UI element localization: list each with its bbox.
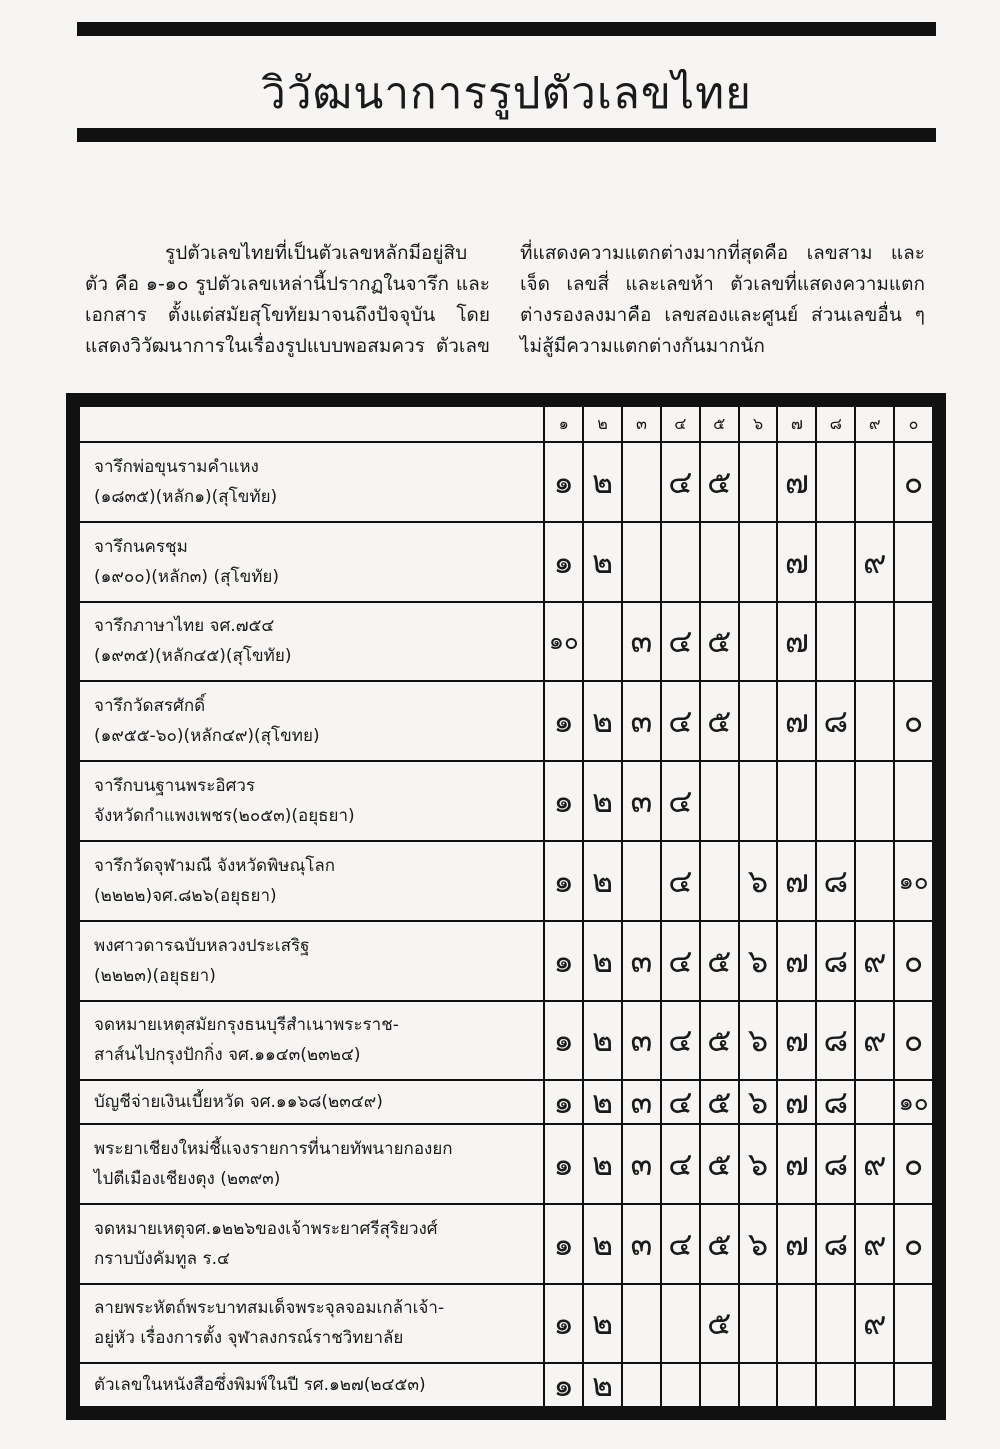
- source-cell: [79, 522, 544, 602]
- table-row: [79, 1001, 933, 1081]
- numeral-glyph: [855, 1363, 894, 1407]
- numeral-glyph: ๑: [544, 1080, 583, 1124]
- numeral-glyph: ๗: [777, 522, 816, 602]
- numeral-glyph: [622, 1363, 661, 1407]
- source-line-1: จารึกภาษาไทย จศ.๗๕๔: [94, 616, 275, 637]
- numeral-glyph: [700, 841, 739, 921]
- numeral-glyph: ๐: [894, 1204, 933, 1284]
- source-cell: [79, 1363, 544, 1407]
- source-cell: [79, 442, 544, 522]
- source-line-1: ตัวเลขในหนังสือซึ่งพิมพ์ในปี รศ.๑๒๗(๒๔๕๓): [94, 1375, 426, 1396]
- numeral-glyph: [816, 522, 855, 602]
- numeral-glyph: [855, 761, 894, 841]
- numeral-glyph: [816, 602, 855, 682]
- numeral-glyph: [816, 761, 855, 841]
- numeral-glyph: [739, 1284, 778, 1364]
- numeral-glyph: ๗: [777, 602, 816, 682]
- numeral-glyph: [661, 1363, 700, 1407]
- source-line-2: กราบบังคัมทูล ร.๔: [94, 1248, 230, 1269]
- numeral-glyph: [816, 1363, 855, 1407]
- numeral-glyph: ๘: [816, 1001, 855, 1081]
- numeral-glyph: ๑: [544, 1284, 583, 1364]
- numeral-glyph: ๗: [777, 442, 816, 522]
- numeral-glyph: ๒: [583, 442, 622, 522]
- numeral-glyph: ๙: [855, 921, 894, 1001]
- numeral-glyph: ๕: [700, 1284, 739, 1364]
- numeral-glyph: [622, 841, 661, 921]
- source-line-2: (๑๙๕๕-๖๐)(หลัก๔๙)(สุโขทย): [94, 726, 320, 747]
- numeral-glyph: ๙: [855, 1204, 894, 1284]
- numeral-glyph: ๖: [739, 1001, 778, 1081]
- numeral-glyph: ๔: [661, 442, 700, 522]
- header-numeral: ๒: [583, 406, 622, 442]
- numeral-glyph: ๘: [816, 921, 855, 1001]
- numeral-glyph: [855, 602, 894, 682]
- numeral-glyph: [661, 522, 700, 602]
- numeral-glyph: ๗: [777, 841, 816, 921]
- numeral-glyph: [700, 761, 739, 841]
- source-line-1: พระยาเชียงใหม่ชี้แจงรายการที่นายทัพนายกองยก: [94, 1138, 453, 1159]
- numeral-glyph: ๙: [855, 1284, 894, 1364]
- numeral-glyph: ๑: [544, 442, 583, 522]
- numeral-glyph: ๔: [661, 841, 700, 921]
- table-row: [79, 1363, 933, 1407]
- numeral-glyph: ๙: [855, 1001, 894, 1081]
- numeral-glyph: ๕: [700, 921, 739, 1001]
- source-cell: [79, 1124, 544, 1204]
- numeral-glyph: ๗: [777, 681, 816, 761]
- numeral-glyph: ๒: [583, 1363, 622, 1407]
- numeral-glyph: ๗: [777, 1124, 816, 1204]
- numeral-glyph: [622, 522, 661, 602]
- source-line-1: จารึกวัดจุฬามณี จังหวัดพิษณุโลก: [94, 855, 336, 876]
- numeral-evolution-table: [78, 405, 934, 1408]
- table-row: [79, 1124, 933, 1204]
- page-title: วิวัฒนาการรูปตัวเลขไทย: [261, 68, 752, 119]
- numeral-glyph: ๘: [816, 841, 855, 921]
- numeral-glyph: ๓: [622, 602, 661, 682]
- numeral-glyph: ๓: [622, 1080, 661, 1124]
- table-row: [79, 522, 933, 602]
- numeral-glyph: ๑๐: [894, 1080, 933, 1124]
- source-line-1: จดหมายเหตุจศ.๑๒๒๖ของเจ้าพระยาศรีสุริยวงศ์: [94, 1218, 438, 1239]
- numeral-glyph: ๑๐: [544, 602, 583, 682]
- numeral-glyph: ๘: [816, 681, 855, 761]
- numeral-glyph: ๑: [544, 761, 583, 841]
- numeral-glyph: ๕: [700, 1204, 739, 1284]
- numeral-glyph: ๖: [739, 1124, 778, 1204]
- header-numeral: ๖: [739, 406, 778, 442]
- numeral-glyph: ๑: [544, 522, 583, 602]
- source-line-1: จารึกบนฐานพระอิศวร: [94, 776, 256, 797]
- numeral-glyph: ๑: [544, 1124, 583, 1204]
- source-line-2: (๒๒๒๒)จศ.๘๒๖(อยุธยา): [94, 885, 277, 906]
- numeral-glyph: ๓: [622, 761, 661, 841]
- numeral-glyph: ๒: [583, 1080, 622, 1124]
- source-cell: [79, 1080, 544, 1124]
- numeral-glyph: ๑: [544, 841, 583, 921]
- numeral-glyph: ๐: [894, 1124, 933, 1204]
- source-line-1: จารึกพ่อขุนรามคำแหง: [94, 456, 259, 477]
- source-cell: [79, 602, 544, 682]
- header-source: [79, 406, 544, 442]
- table-row: [79, 921, 933, 1001]
- numeral-glyph: ๓: [622, 1124, 661, 1204]
- numeral-glyph: ๐: [894, 681, 933, 761]
- numeral-glyph: [894, 761, 933, 841]
- source-line-1: จดหมายเหตุสมัยกรุงธนบุรีสำเนาพระราช-: [94, 1015, 399, 1036]
- numeral-glyph: ๔: [661, 681, 700, 761]
- table-row: [79, 1080, 933, 1124]
- source-line-2: อยู่หัว เรื่องการตั้ง จุฬาลงกรณ์ราชวิทยาลัย: [94, 1328, 404, 1349]
- numeral-glyph: ๒: [583, 1001, 622, 1081]
- numeral-glyph: [739, 1363, 778, 1407]
- numeral-glyph: ๑: [544, 921, 583, 1001]
- numeral-glyph: [739, 602, 778, 682]
- header-numeral: ๔: [661, 406, 700, 442]
- numeral-glyph: ๗: [777, 1080, 816, 1124]
- numeral-glyph: [894, 1363, 933, 1407]
- source-cell: [79, 1001, 544, 1081]
- numeral-glyph: ๘: [816, 1204, 855, 1284]
- header-numeral: ๑: [544, 406, 583, 442]
- numeral-glyph: ๘: [816, 1124, 855, 1204]
- numeral-glyph: ๗: [777, 1204, 816, 1284]
- numeral-glyph: ๖: [739, 921, 778, 1001]
- numeral-glyph: [739, 761, 778, 841]
- source-line-2: (๑๙๐๐)(หลัก๓) (สุโขทัย): [94, 566, 280, 587]
- numeral-glyph: ๒: [583, 921, 622, 1001]
- numeral-glyph: [700, 522, 739, 602]
- header-row: [79, 406, 933, 442]
- source-cell: [79, 841, 544, 921]
- header-numeral: ๕: [700, 406, 739, 442]
- numeral-glyph: [855, 1080, 894, 1124]
- table-row: [79, 1284, 933, 1364]
- numeral-glyph: ๙: [855, 522, 894, 602]
- source-line-2: สาส์นไปกรุงปักกิ่ง จศ.๑๑๔๓(๒๓๒๔): [94, 1045, 361, 1066]
- numeral-glyph: ๔: [661, 761, 700, 841]
- numeral-glyph: [894, 522, 933, 602]
- numeral-glyph: ๕: [700, 1001, 739, 1081]
- numeral-glyph: [894, 1284, 933, 1364]
- numeral-glyph: ๒: [583, 1284, 622, 1364]
- table-row: [79, 602, 933, 682]
- numeral-glyph: ๔: [661, 1204, 700, 1284]
- numeral-glyph: ๑: [544, 681, 583, 761]
- numeral-glyph: ๕: [700, 1124, 739, 1204]
- top-rule: [77, 22, 936, 36]
- numeral-glyph: ๑: [544, 1363, 583, 1407]
- source-line-1: จารึกวัดสรศักดิ์: [94, 696, 206, 717]
- source-line-2: (๑๙๓๕)(หลัก๔๕)(สุโขทัย): [94, 646, 292, 667]
- numeral-glyph: ๔: [661, 602, 700, 682]
- table-row: [79, 1204, 933, 1284]
- source-line-1: จารึกนครชุม: [94, 536, 188, 557]
- numeral-glyph: ๐: [894, 1001, 933, 1081]
- numeral-glyph: [739, 681, 778, 761]
- numeral-glyph: ๖: [739, 1080, 778, 1124]
- numeral-glyph: [855, 442, 894, 522]
- numeral-glyph: ๒: [583, 522, 622, 602]
- numeral-glyph: ๙: [855, 1124, 894, 1204]
- numeral-glyph: ๖: [739, 1204, 778, 1284]
- numeral-glyph: [739, 522, 778, 602]
- numeral-glyph: ๑๐: [894, 841, 933, 921]
- numeral-glyph: ๒: [583, 681, 622, 761]
- table-row: [79, 841, 933, 921]
- header-numeral: ๓: [622, 406, 661, 442]
- source-cell: [79, 1204, 544, 1284]
- numeral-glyph: [583, 602, 622, 682]
- numeral-glyph: ๕: [700, 602, 739, 682]
- numeral-glyph: ๕: [700, 1080, 739, 1124]
- source-cell: [79, 761, 544, 841]
- numeral-glyph: ๘: [816, 1080, 855, 1124]
- numeral-glyph: ๕: [700, 442, 739, 522]
- numeral-glyph: ๗: [777, 1001, 816, 1081]
- numeral-glyph: ๒: [583, 1124, 622, 1204]
- header-numeral: ๐: [894, 406, 933, 442]
- source-cell: [79, 921, 544, 1001]
- numeral-glyph: ๐: [894, 442, 933, 522]
- numeral-glyph: [855, 841, 894, 921]
- source-line-2: (๑๘๓๕)(หลัก๑)(สุโขทัย): [94, 486, 278, 507]
- source-line-2: จังหวัดกำแพงเพชร(๒๐๕๓)(อยุธยา): [94, 806, 355, 827]
- source-line-2: (๒๒๒๓)(อยุธยา): [94, 965, 216, 986]
- numeral-glyph: [739, 442, 778, 522]
- numeral-glyph: [622, 1284, 661, 1364]
- numeral-glyph: ๔: [661, 921, 700, 1001]
- numeral-glyph: ๗: [777, 921, 816, 1001]
- numeral-glyph: ๔: [661, 1001, 700, 1081]
- numeral-glyph: ๓: [622, 921, 661, 1001]
- header-numeral: ๗: [777, 406, 816, 442]
- numeral-glyph: [777, 1284, 816, 1364]
- source-line-2: ไปตีเมืองเชียงตุง (๒๓๙๓): [94, 1168, 281, 1189]
- numeral-glyph: ๑: [544, 1204, 583, 1284]
- header-numeral: ๙: [855, 406, 894, 442]
- source-cell: [79, 681, 544, 761]
- numeral-glyph: ๐: [894, 921, 933, 1001]
- source-line-1: ลายพระหัตถ์พระบาทสมเด็จพระจุลจอมเกล้าเจ้า-: [94, 1298, 445, 1319]
- source-line-1: บัญชีจ่ายเงินเบี้ยหวัด จศ.๑๑๖๘(๒๓๔๙): [94, 1092, 383, 1113]
- numeral-glyph: [855, 681, 894, 761]
- table-row: [79, 761, 933, 841]
- numeral-glyph: ๓: [622, 681, 661, 761]
- bottom-rule: [77, 128, 936, 142]
- header-numeral: ๘: [816, 406, 855, 442]
- numeral-glyph: ๖: [739, 841, 778, 921]
- source-line-1: พงศาวดารฉบับหลวงประเสริฐ: [94, 935, 310, 956]
- numeral-glyph: ๒: [583, 761, 622, 841]
- numeral-glyph: [894, 602, 933, 682]
- numeral-table-frame: [66, 393, 946, 1420]
- numeral-glyph: ๔: [661, 1080, 700, 1124]
- numeral-glyph: [622, 442, 661, 522]
- numeral-glyph: [661, 1284, 700, 1364]
- numeral-glyph: [777, 1363, 816, 1407]
- numeral-glyph: [816, 1284, 855, 1364]
- table-row: [79, 442, 933, 522]
- intro-paragraph: รูปตัวเลขไทยที่เป็นตัวเลขหลักมีอยู่สิบตัว คือ ๑-๑๐ รูปตัวเลขเหล่านี้ปรากฏในจารึก และเอกสาร ตั้งแต่สมัยสุโขทัยมาจนถึงปัจจุบัน โดยแสดงวิวัฒนาการในเรื่องรูปแบบพอสมควร ตัวเลขที่แสดงความแตกต่างมากที่สุดคือ เลขสาม และเจ็ด เลขสี่ และเลขห้า ตัวเลขที่แสดงความแตกต่างรองลงมาคือ เลขสองและศูนย์ ส่วนเลขอื่น ๆ ไม่สู้มีความแตกต่างกันมากนัก: [85, 242, 925, 357]
- numeral-glyph: [816, 442, 855, 522]
- table-row: [79, 681, 933, 761]
- numeral-glyph: ๓: [622, 1204, 661, 1284]
- source-cell: [79, 1284, 544, 1364]
- numeral-glyph: ๑: [544, 1001, 583, 1081]
- numeral-glyph: ๕: [700, 681, 739, 761]
- numeral-glyph: ๒: [583, 841, 622, 921]
- numeral-glyph: [777, 761, 816, 841]
- numeral-glyph: ๓: [622, 1001, 661, 1081]
- numeral-glyph: ๔: [661, 1124, 700, 1204]
- numeral-glyph: [700, 1363, 739, 1407]
- numeral-glyph: ๒: [583, 1204, 622, 1284]
